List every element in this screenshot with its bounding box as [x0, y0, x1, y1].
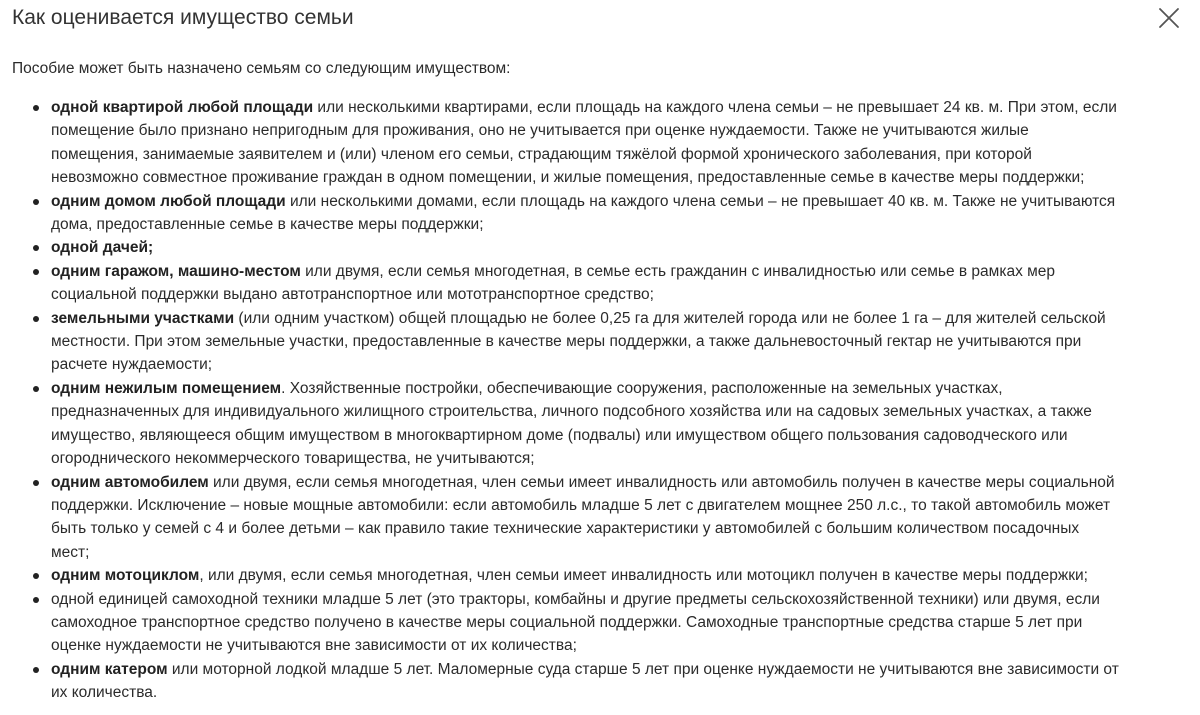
item-bold: одним катером: [51, 660, 168, 678]
item-text: или двумя, если семья многодетная, в семье есть гражданин с инвалидностью или семье в рамках мер: [300, 262, 1056, 280]
item-text: . Хозяйственные постройки, обеспечивающие сооружения, расположенные на земельных участках,: [281, 379, 1003, 397]
item-text: их количества.: [51, 684, 158, 702]
property-list: [28, 96, 1188, 705]
item-bold: одним гаражом, машино-местом: [51, 262, 301, 280]
item-text: помещения, занимаемые заявителем и (или) членом его семьи, страдающим тяжёлой формой хронического заболевания, при которой: [51, 145, 1032, 163]
item-text: быть только у семей с 4 и более детьми – как правило такие технические характеристики у автомобилей с большим количеством посадочных: [51, 520, 1080, 538]
item-text: мест;: [51, 543, 90, 561]
list-item-boat: [28, 658, 1188, 705]
close-icon: [1157, 6, 1181, 30]
list-item-nonresidential: [28, 377, 1188, 471]
list-item-apartment: [28, 96, 1188, 190]
item-text: расчете нуждаемости;: [51, 356, 213, 374]
item-bold: одним мотоциклом: [51, 567, 200, 585]
intro-text: Пособие может быть назначено семьям со следующим имуществом:: [12, 60, 511, 77]
list-item-garage: [28, 260, 1188, 307]
item-text: , или двумя, если семья многодетная, член семьи имеет инвалидность или мотоцикл получен в качестве меры поддержки;: [199, 567, 1088, 585]
list-item-house: [28, 190, 1188, 237]
item-bold: одним домом любой площади: [51, 192, 286, 210]
item-text: социальной поддержки выдано автотранспортное или мототранспортное средство;: [51, 286, 654, 304]
item-text: или моторной лодкой младше 5 лет. Маломерные суда старше 5 лет при оценке нуждаемости не учитываются вне зависимости от: [167, 660, 1119, 678]
dialog-title: Как оценивается имущество семьи: [12, 6, 354, 29]
item-bold: одним автомобилем: [51, 473, 209, 491]
item-text: или двумя, если семья многодетная, член семьи имеет инвалидность или автомобиль получен в качестве меры социальной: [208, 473, 1115, 491]
item-bold: одним нежилым помещением: [51, 379, 282, 397]
item-text: или несколькими домами, если площадь на каждого члена семьи – не превышает 40 кв. м. Также не учитываются: [285, 192, 1116, 210]
item-text: невозможно совместное проживание граждан в одном помещении, и жилые помещения, предоставленные семье в качестве меры поддержки;: [51, 169, 1085, 187]
list-item-land: [28, 307, 1188, 377]
list-item-motorcycle: [28, 564, 1188, 587]
item-text: дома, предоставленные семье в качестве меры поддержки;: [51, 216, 484, 234]
item-text: самоходное транспортное средство получено в качестве меры социальной поддержки. Самоходные транспортные средства старше 5 лет при: [51, 613, 1083, 631]
item-text: предназначенных для индивидуального жилищного строительства, личного подсобного хозяйства или на садовых земельных участках, а также: [51, 403, 1092, 421]
item-text: или несколькими квартирами, если площадь на каждого члена семьи – не превышает 24 кв. м. При этом, если: [313, 99, 1117, 116]
list-item-self-propelled: [28, 588, 1188, 658]
item-text: одной единицей самоходной техники младше 5 лет (это тракторы, комбайны и другие предметы сельскохозяйственной техники) или двумя, если: [51, 590, 1100, 608]
item-text: имущество, являющееся общим имуществом в многоквартирном доме (подвалы) или имуществом общего пользования садоводческого или: [51, 426, 1068, 444]
item-text: оценке нуждаемости не учитываются вне зависимости от их количества;: [51, 637, 577, 655]
list-item-dacha: [28, 236, 1188, 259]
item-text: поддержки. Исключение – новые мощные автомобили: если автомобиль младше 5 лет с двигателем мощнее 250 л.с., то такой автомобиль может: [51, 496, 1111, 514]
item-text: местности. При этом земельные участки, предоставленные в качестве меры поддержки, а также дальневосточный гектар не учитываются при: [51, 333, 1082, 351]
item-bold: одной квартирой любой площади: [51, 99, 314, 116]
item-text: (или одним участком) общей площадью не более 0,25 га для жителей города или не более 1 га – для жителей сельской: [234, 309, 1106, 327]
item-bold: земельными участками: [51, 309, 235, 327]
item-text: помещение было признано непригодным для проживания, оно не учитывается при оценке нуждаемости. Также не учитываются жилые: [51, 122, 1029, 140]
close-button[interactable]: [1157, 6, 1181, 30]
item-bold: одной дачей;: [51, 239, 154, 257]
list-item-car: [28, 471, 1188, 565]
item-text: огороднического некоммерческого товарищества, не учитываются;: [51, 450, 535, 468]
